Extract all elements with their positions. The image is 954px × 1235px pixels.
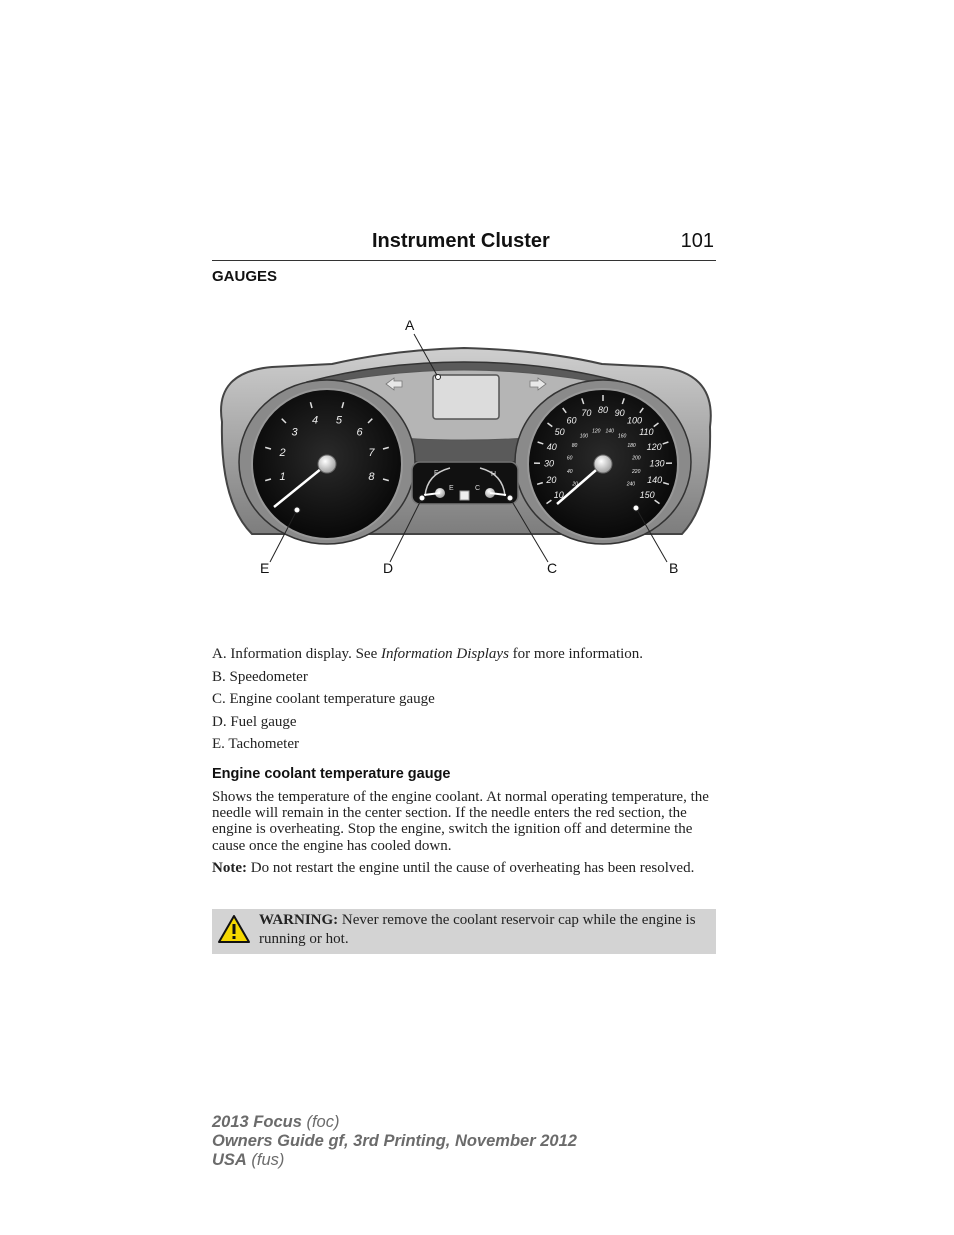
warning-text: WARNING: Never remove the coolant reservoir cap while the engine is running or hot. [259,912,696,947]
speedometer-kmh-number: 200 [632,455,641,462]
warning-triangle-icon [217,914,251,944]
speedometer-mph-number: 40 [546,442,557,452]
speedometer-mph-number: 100 [626,415,643,426]
temp-label-c: C [475,485,481,492]
warning-box [212,909,716,954]
chapter-title: Instrument Cluster [372,230,550,252]
temp-label-h: H [491,471,497,478]
speedometer-mph-number: 90 [614,407,625,418]
gear-indicator [460,491,469,500]
section-heading: GAUGES [212,268,278,285]
fuel-label-f: F [434,470,439,477]
tachometer-number: 4 [312,414,319,427]
page-footer: 2013 Focus (foc) Owners Guide gf, 3rd Printing, November 2012 USA (fus) [212,1113,577,1169]
information-display [433,375,499,419]
note-text: Do not restart the engine until the cause of overheating has been resolved. [246,860,695,876]
speedometer-mph-number: 130 [649,458,665,469]
speedometer-mph-number: 150 [639,490,655,501]
speedometer-kmh-number: 60 [566,455,573,462]
legend-item: C. Engine coolant temperature gauge [212,691,435,707]
subsection-heading: Engine coolant temperature gauge [212,766,451,782]
figure-legend [212,645,718,758]
tachometer-number: 1 [279,470,286,483]
speedometer-kmh-number: 220 [632,469,641,475]
tachometer-number: 6 [356,426,363,439]
legend-item: D. Fuel gauge [212,713,297,730]
callout-label-a: A [405,317,415,333]
callout-label-e: E [260,560,270,576]
callout-label-b: B [669,560,679,576]
speedometer-mph-number: 140 [647,475,663,486]
speedometer-mph-number: 70 [581,407,592,418]
speedometer-kmh-number: 100 [579,433,589,440]
page-number: 101 [680,230,714,252]
callout-label-c: C [547,560,558,576]
speedometer-kmh-number: 20 [572,481,578,488]
speedometer-kmh-number: 140 [605,428,614,435]
speedometer-kmh-number: 80 [571,443,578,450]
warning-label: WARNING: [259,912,339,928]
tachometer-number: 2 [279,446,286,459]
page-header [212,229,716,261]
tachometer-number: 3 [291,426,298,439]
legend-item: B. Speedometer [212,668,308,685]
cross-reference: Information Displays [381,646,509,662]
speedometer-mph-number: 120 [646,442,662,452]
tachometer-number: 8 [368,470,375,483]
note-label: Note: [212,860,247,876]
fuel-label-e: E [449,485,454,492]
speedometer-mph-number: 20 [546,475,557,486]
footer-guide: Owners Guide gf, 3rd Printing, November 2012 [212,1132,577,1150]
footer-market: USA [212,1151,247,1169]
speedometer-hub [594,455,612,473]
instrument-cluster-illustration [212,312,718,582]
speedometer-mph-number: 60 [566,415,577,426]
tachometer-number: 7 [368,446,375,459]
legend-item: E. Tachometer [212,736,299,752]
tachometer-hub [318,455,336,473]
speedometer-mph-number: 50 [554,427,565,438]
speedometer-mph-number: 30 [543,458,555,469]
speedometer-mph-number: 80 [597,405,609,416]
speedometer-kmh-number: 40 [567,469,573,475]
tachometer-number: 5 [335,414,342,427]
callout-label-d: D [383,560,394,576]
speedometer-kmh-number: 160 [617,433,627,440]
speedometer-mph-number: 10 [553,490,564,501]
legend-item: A. Information display. See Information Displays for more information. [212,646,644,662]
footer-model: 2013 Focus [212,1113,302,1131]
speedometer-kmh-number: 240 [626,481,636,488]
speedometer-kmh-number: 180 [627,443,636,450]
speedometer-mph-number: 110 [639,427,654,438]
body-paragraph: Shows the temperature of the engine coolant. At normal operating temperature, the needle will remain in the center section. If the needle enters the red section, the engine is overheating. Stop the engine, switch the ignition off and determine the cause once the engine has cooled down. [212,789,709,854]
speedometer-kmh-number: 120 [592,428,601,435]
instrument-cluster-figure [212,312,718,582]
note-paragraph [212,860,718,876]
